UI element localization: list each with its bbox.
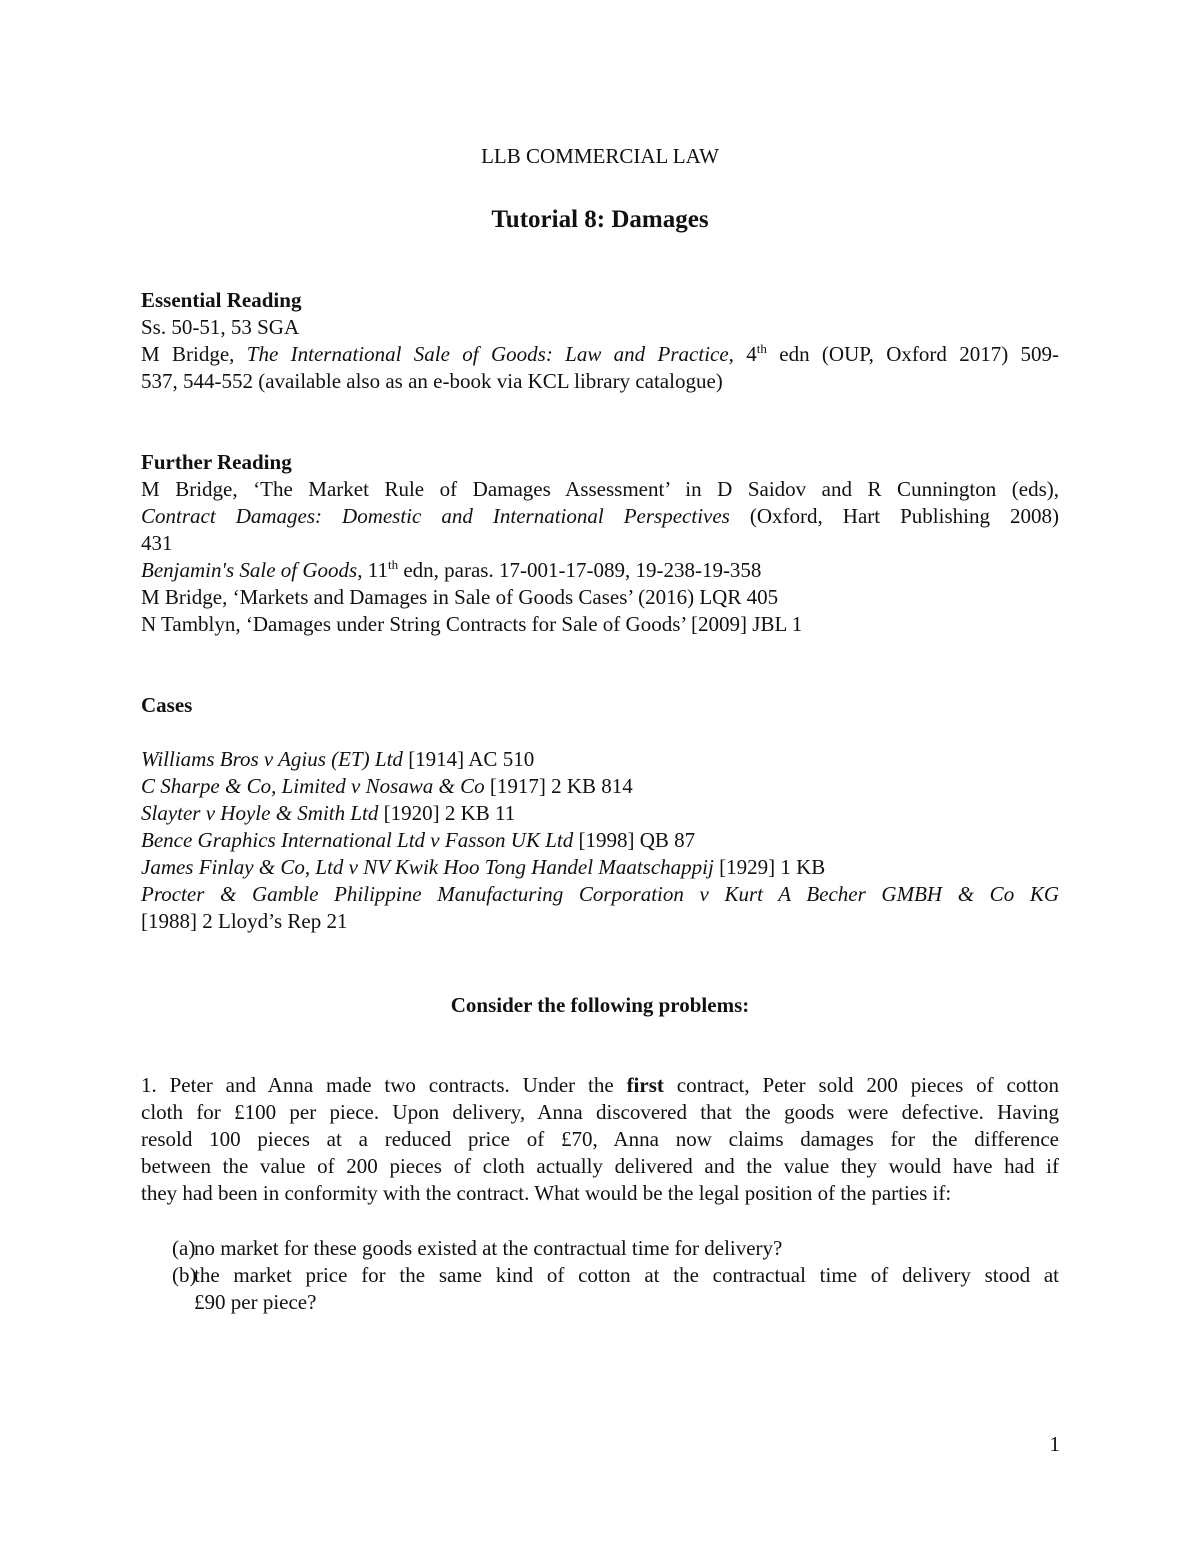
case-item: Bence Graphics International Ltd v Fasson UK Ltd [1998] QB 87 bbox=[141, 828, 696, 852]
essential-reading-sga: Ss. 50-51, 53 SGA bbox=[141, 315, 300, 339]
cases-list bbox=[141, 746, 1059, 935]
case-item: Slayter v Hoyle & Smith Ltd [1920] 2 KB 11 bbox=[141, 801, 516, 825]
sub-a-label: (a) bbox=[172, 1236, 196, 1260]
problem-1 bbox=[141, 1072, 1059, 1207]
tutorial-title: Tutorial 8: Damages bbox=[491, 206, 709, 233]
sub-b-label: (b) bbox=[172, 1263, 197, 1287]
page-number: 1 bbox=[1049, 1432, 1060, 1456]
further-reading-market-rule-line3: 431 bbox=[141, 531, 173, 555]
further-reading-section bbox=[141, 449, 1059, 638]
further-reading-market-rule-line1: M Bridge, ‘The Market Rule of Damages Assessment’ in D Saidov and R Cunnington (eds), bbox=[141, 477, 1059, 501]
further-reading-tamblyn: N Tamblyn, ‘Damages under String Contracts for Sale of Goods’ [2009] JBL 1 bbox=[141, 612, 803, 636]
essential-reading-section bbox=[141, 287, 1059, 395]
essential-reading-bridge-line1: M Bridge, The International Sale of Goods: Law and Practice, 4th edn (OUP, Oxford 2017) 509- bbox=[141, 341, 1060, 366]
essential-reading-heading: Essential Reading bbox=[141, 288, 302, 312]
further-reading-bridge-markets: M Bridge, ‘Markets and Damages in Sale of Goods Cases’ (2016) LQR 405 bbox=[141, 585, 779, 609]
case-item-procter-citation: [1988] 2 Lloyd’s Rep 21 bbox=[141, 909, 348, 933]
problem-1-line2: cloth for £100 per piece. Upon delivery, Anna discovered that the goods were defective. Having bbox=[141, 1100, 1059, 1124]
problem-1-line4: between the value of 200 pieces of cloth actually delivered and the value they would have had if bbox=[141, 1154, 1059, 1178]
sub-b-text: the market price for the same kind of cotton at the contractual time of delivery stood at £90 per piece? bbox=[194, 1263, 1059, 1314]
problem-1-line1: 1. Peter and Anna made two contracts. Under the first contract, Peter sold 200 pieces of cotton bbox=[141, 1073, 1059, 1097]
case-item-procter: Procter & Gamble Philippine Manufacturing Corporation v Kurt A Becher GMBH & Co KG bbox=[141, 882, 1059, 906]
course-title: LLB COMMERCIAL LAW bbox=[481, 144, 719, 168]
further-reading-market-rule-line2: Contract Damages: Domestic and International Perspectives (Oxford, Hart Publishing 2008) bbox=[141, 504, 1059, 528]
case-item: James Finlay & Co, Ltd v NV Kwik Hoo Tong Handel Maatschappij [1929] 1 KB bbox=[141, 855, 826, 879]
problems-heading: Consider the following problems: bbox=[450, 993, 750, 1017]
case-item: Williams Bros v Agius (ET) Ltd [1914] AC 510 bbox=[141, 747, 535, 771]
case-item: C Sharpe & Co, Limited v Nosawa & Co [1917] 2 KB 814 bbox=[141, 774, 633, 798]
sub-a-text: no market for these goods existed at the contractual time for delivery? bbox=[194, 1236, 783, 1260]
further-reading-benjamin: Benjamin's Sale of Goods, 11th edn, paras. 17-001-17-089, 19-238-19-358 bbox=[141, 557, 762, 582]
essential-reading-bridge-line2: 537, 544-552 (available also as an e-book via KCL library catalogue) bbox=[141, 369, 723, 393]
cases-heading: Cases bbox=[141, 693, 193, 717]
further-reading-heading: Further Reading bbox=[141, 450, 292, 474]
problem-1-line3: resold 100 pieces at a reduced price of £70, Anna now claims damages for the difference bbox=[141, 1127, 1059, 1151]
problem-1-line5: they had been in conformity with the contract. What would be the legal position of the parties if: bbox=[141, 1181, 952, 1205]
